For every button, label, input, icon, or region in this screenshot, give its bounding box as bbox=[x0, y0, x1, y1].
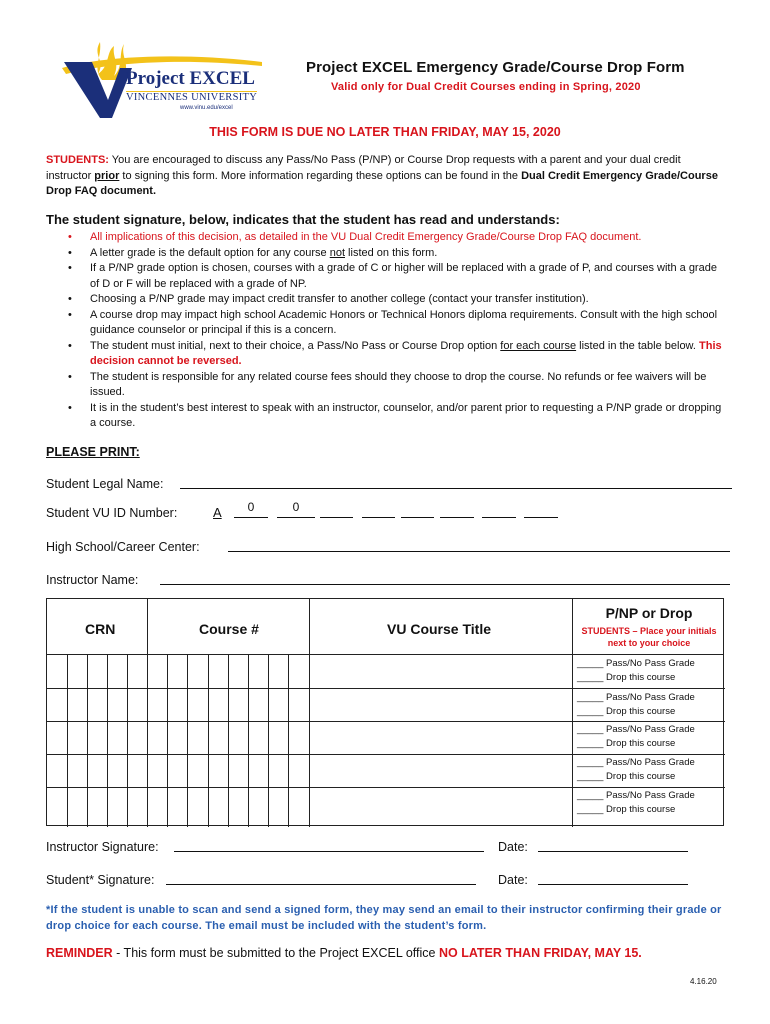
reminder-line bbox=[46, 946, 642, 960]
students-text-2: to signing this form. More information regarding these options can be found in the bbox=[119, 169, 522, 182]
list-item: • Choosing a P/NP grade may impact credit transfer to another college (contact your transfer institution). bbox=[68, 292, 728, 308]
drop-course-option[interactable]: _____ Drop this course bbox=[577, 771, 676, 782]
student-date-label: Date: bbox=[498, 873, 528, 887]
reminder-text: - This form must be submitted to the Project EXCEL office bbox=[112, 946, 439, 960]
pass-no-pass-option[interactable]: _____ Pass/No Pass Grade bbox=[577, 757, 695, 768]
drop-course-option[interactable]: _____ Drop this course bbox=[577, 706, 676, 717]
project-excel-logo bbox=[62, 38, 262, 120]
instructor-name-label: Instructor Name: bbox=[46, 573, 139, 587]
drop-course-option[interactable]: _____ Drop this course bbox=[577, 738, 676, 749]
vu-id-digit[interactable]: 0 bbox=[277, 500, 315, 518]
list-item bbox=[68, 246, 728, 262]
list-item-text: listed on this form. bbox=[345, 246, 438, 259]
course-title-header: VU Course Title bbox=[387, 621, 491, 637]
drop-course-option[interactable]: _____ Drop this course bbox=[577, 672, 676, 683]
legal-name-label: Student Legal Name: bbox=[46, 477, 164, 491]
vu-id-digit[interactable] bbox=[482, 500, 516, 518]
course-table bbox=[46, 598, 724, 826]
vu-id-digit[interactable] bbox=[524, 500, 558, 518]
form-title: Project EXCEL Emergency Grade/Course Drop Form bbox=[306, 59, 685, 76]
student-signature-label: Student* Signature: bbox=[46, 873, 155, 887]
vu-id-digit[interactable] bbox=[320, 500, 353, 518]
instructor-date-field[interactable] bbox=[538, 851, 688, 852]
drop-course-option[interactable]: _____ Drop this course bbox=[577, 804, 676, 815]
due-notice: THIS FORM IS DUE NO LATER THAN FRIDAY, MAY 15, 2020 bbox=[209, 125, 561, 139]
list-item: • If a P/NP grade option is chosen, courses with a grade of C or higher will be replaced with a grade of P, and courses with a grade of D or F will be replaced with a grade of NP. bbox=[68, 261, 728, 292]
list-item: • All implications of this decision, as detailed in the VU Dual Credit Emergency Grade/Course Drop FAQ document. bbox=[68, 230, 728, 246]
student-date-field[interactable] bbox=[538, 884, 688, 885]
prior-emphasis: prior bbox=[94, 169, 120, 182]
list-item-text: The student must initial, next to their choice, a Pass/No Pass or Course Drop option bbox=[90, 339, 501, 352]
crn-header: CRN bbox=[85, 621, 116, 637]
logo-name: Project EXCEL bbox=[126, 68, 255, 89]
vu-id-digit[interactable]: 0 bbox=[234, 500, 268, 518]
vu-id-prefix: A bbox=[213, 505, 222, 520]
list-item: • A course drop may impact high school Academic Honors or Technical Honors diploma requirements. Consult with the high school guidance counselor or principal if this is a concern. bbox=[68, 308, 728, 339]
acknowledgement-list bbox=[68, 230, 728, 432]
pass-no-pass-option[interactable]: _____ Pass/No Pass Grade bbox=[577, 692, 695, 703]
logo-url: www.vinu.edu/excel bbox=[180, 105, 233, 111]
vu-id-label: Student VU ID Number: bbox=[46, 506, 178, 520]
pass-no-pass-option[interactable]: _____ Pass/No Pass Grade bbox=[577, 790, 695, 801]
instructor-signature-label: Instructor Signature: bbox=[46, 840, 159, 854]
faq-document-name: Dual Credit Emergency Grade/Course Drop FAQ document. bbox=[46, 169, 718, 197]
logo-university: VINCENNES UNIVERSITY bbox=[126, 92, 258, 103]
course-number-header: Course # bbox=[199, 621, 259, 637]
signature-heading: The student signature, below, indicates that the student has read and understands: bbox=[46, 212, 560, 227]
vu-id-digit[interactable] bbox=[401, 500, 434, 518]
reminder-deadline: NO LATER THAN FRIDAY, MAY 15. bbox=[438, 946, 642, 960]
list-item bbox=[68, 339, 728, 370]
pass-no-pass-option[interactable]: _____ Pass/No Pass Grade bbox=[577, 658, 695, 669]
version-number: 4.16.20 bbox=[690, 977, 717, 986]
list-item-emphasis: not bbox=[329, 246, 345, 259]
high-school-label: High School/Career Center: bbox=[46, 540, 200, 554]
form-subtitle: Valid only for Dual Credit Courses ending in Spring, 2020 bbox=[331, 81, 641, 93]
list-item-emphasis: for each course bbox=[500, 339, 577, 352]
vu-id-digit[interactable] bbox=[440, 500, 474, 518]
vu-id-digit[interactable] bbox=[362, 500, 395, 518]
legal-name-field[interactable] bbox=[180, 488, 732, 489]
instructor-date-label: Date: bbox=[498, 840, 528, 854]
pnp-drop-header: P/NP or Drop bbox=[605, 605, 693, 621]
instructor-name-field[interactable] bbox=[160, 584, 730, 585]
student-signature-field[interactable] bbox=[166, 884, 476, 885]
email-footnote: *If the student is unable to scan and send a signed form, they may send an email to their instructor confirming their grade or drop choice for each course. The email must be included with the student’s form. bbox=[46, 904, 722, 932]
list-item-text: listed in the table below. bbox=[576, 339, 700, 352]
list-item: • The student is responsible for any related course fees should they choose to drop the course. No refunds or fee waivers will be issued. bbox=[68, 370, 728, 401]
pnp-instruction: STUDENTS – Place your initials next to your choice bbox=[581, 626, 717, 648]
pass-no-pass-option[interactable]: _____ Pass/No Pass Grade bbox=[577, 724, 695, 735]
high-school-field[interactable] bbox=[228, 551, 730, 552]
students-paragraph bbox=[46, 153, 726, 200]
list-item-text: A letter grade is the default option for any course bbox=[90, 246, 330, 259]
please-print-heading: PLEASE PRINT: bbox=[46, 445, 140, 459]
students-label: STUDENTS: bbox=[46, 154, 109, 166]
irreversible-warning: This decision cannot be reversed. bbox=[90, 339, 722, 367]
reminder-label: REMINDER bbox=[46, 946, 113, 960]
instructor-signature-field[interactable] bbox=[174, 851, 484, 852]
list-item: • It is in the student’s best interest to speak with an instructor, counselor, and/or parent prior to requesting a P/NP grade or dropping a course. bbox=[68, 401, 728, 432]
students-text-1: You are encouraged to discuss any Pass/No Pass (P/NP) or Course Drop requests with a parent and your dual credit instructor bbox=[46, 154, 681, 182]
